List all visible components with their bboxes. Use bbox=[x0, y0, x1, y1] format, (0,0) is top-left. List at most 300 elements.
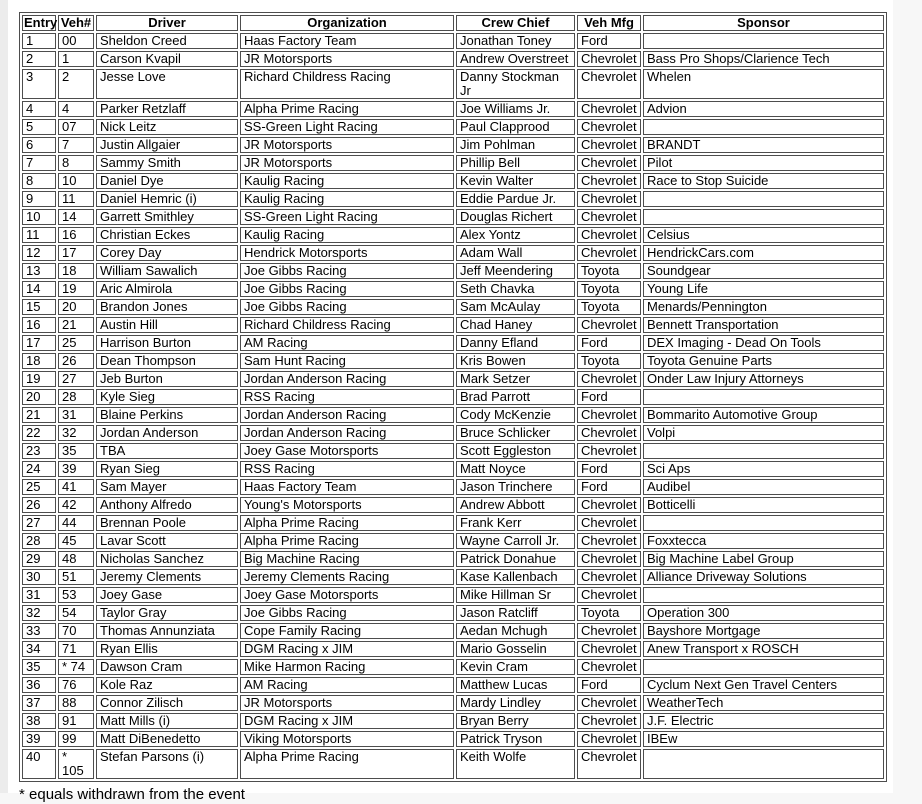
cell-entry: 28 bbox=[22, 533, 56, 549]
column-header-veh: Veh# bbox=[58, 15, 94, 31]
cell-org: SS-Green Light Racing bbox=[240, 119, 454, 135]
cell-driver: Sammy Smith bbox=[96, 155, 238, 171]
cell-sponsor bbox=[643, 119, 884, 135]
cell-entry: 21 bbox=[22, 407, 56, 423]
cell-entry: 39 bbox=[22, 731, 56, 747]
cell-veh: 18 bbox=[58, 263, 94, 279]
cell-driver: Connor Zilisch bbox=[96, 695, 238, 711]
cell-crew: Matt Noyce bbox=[456, 461, 575, 477]
content-area bbox=[8, 0, 893, 803]
cell-driver: Austin Hill bbox=[96, 317, 238, 333]
cell-veh: 32 bbox=[58, 425, 94, 441]
cell-crew: Paul Clapprood bbox=[456, 119, 575, 135]
table-row bbox=[22, 227, 884, 243]
cell-crew: Alex Yontz bbox=[456, 227, 575, 243]
cell-driver: Sheldon Creed bbox=[96, 33, 238, 49]
cell-crew: Kevin Walter bbox=[456, 173, 575, 189]
cell-sponsor: Pilot bbox=[643, 155, 884, 171]
cell-crew: Mario Gosselin bbox=[456, 641, 575, 657]
cell-veh: 41 bbox=[58, 479, 94, 495]
table-row bbox=[22, 33, 884, 49]
table-row bbox=[22, 731, 884, 747]
cell-veh: 53 bbox=[58, 587, 94, 603]
table-body bbox=[22, 33, 884, 779]
cell-crew: Wayne Carroll Jr. bbox=[456, 533, 575, 549]
column-header-crew: Crew Chief bbox=[456, 15, 575, 31]
cell-crew: Mike Hillman Sr bbox=[456, 587, 575, 603]
cell-sponsor: Bayshore Mortgage bbox=[643, 623, 884, 639]
cell-entry: 7 bbox=[22, 155, 56, 171]
cell-mfg: Toyota bbox=[577, 299, 641, 315]
cell-org: Jordan Anderson Racing bbox=[240, 425, 454, 441]
cell-veh: 25 bbox=[58, 335, 94, 351]
cell-mfg: Chevrolet bbox=[577, 497, 641, 513]
cell-mfg: Chevrolet bbox=[577, 515, 641, 531]
cell-org: AM Racing bbox=[240, 677, 454, 693]
header-row bbox=[22, 15, 884, 31]
cell-entry: 16 bbox=[22, 317, 56, 333]
cell-entry: 33 bbox=[22, 623, 56, 639]
cell-veh: 70 bbox=[58, 623, 94, 639]
cell-entry: 18 bbox=[22, 353, 56, 369]
cell-entry: 2 bbox=[22, 51, 56, 67]
cell-driver: William Sawalich bbox=[96, 263, 238, 279]
cell-mfg: Chevrolet bbox=[577, 587, 641, 603]
cell-crew: Mardy Lindley bbox=[456, 695, 575, 711]
table-row bbox=[22, 479, 884, 495]
table-row bbox=[22, 533, 884, 549]
cell-entry: 40 bbox=[22, 749, 56, 779]
cell-sponsor: Celsius bbox=[643, 227, 884, 243]
cell-entry: 29 bbox=[22, 551, 56, 567]
table-row bbox=[22, 551, 884, 567]
cell-crew: Bryan Berry bbox=[456, 713, 575, 729]
cell-entry: 14 bbox=[22, 281, 56, 297]
table-row bbox=[22, 299, 884, 315]
cell-veh: 11 bbox=[58, 191, 94, 207]
cell-veh: 16 bbox=[58, 227, 94, 243]
cell-org: Mike Harmon Racing bbox=[240, 659, 454, 675]
cell-entry: 24 bbox=[22, 461, 56, 477]
cell-org: Joey Gase Motorsports bbox=[240, 587, 454, 603]
cell-org: Hendrick Motorsports bbox=[240, 245, 454, 261]
cell-org: Sam Hunt Racing bbox=[240, 353, 454, 369]
cell-sponsor: HendrickCars.com bbox=[643, 245, 884, 261]
cell-org: Joey Gase Motorsports bbox=[240, 443, 454, 459]
cell-veh: 26 bbox=[58, 353, 94, 369]
cell-mfg: Chevrolet bbox=[577, 317, 641, 333]
cell-sponsor bbox=[643, 443, 884, 459]
table-row bbox=[22, 461, 884, 477]
table-row bbox=[22, 51, 884, 67]
cell-veh: 21 bbox=[58, 317, 94, 333]
cell-mfg: Chevrolet bbox=[577, 371, 641, 387]
cell-entry: 36 bbox=[22, 677, 56, 693]
cell-driver: TBA bbox=[96, 443, 238, 459]
cell-veh: 4 bbox=[58, 101, 94, 117]
cell-org: DGM Racing x JIM bbox=[240, 641, 454, 657]
cell-entry: 35 bbox=[22, 659, 56, 675]
cell-crew: Mark Setzer bbox=[456, 371, 575, 387]
cell-sponsor: Alliance Driveway Solutions bbox=[643, 569, 884, 585]
cell-sponsor: Sci Aps bbox=[643, 461, 884, 477]
cell-entry: 6 bbox=[22, 137, 56, 153]
cell-sponsor: Bennett Transportation bbox=[643, 317, 884, 333]
cell-driver: Daniel Hemric (i) bbox=[96, 191, 238, 207]
cell-driver: Matt Mills (i) bbox=[96, 713, 238, 729]
cell-crew: Jonathan Toney bbox=[456, 33, 575, 49]
cell-sponsor: Botticelli bbox=[643, 497, 884, 513]
cell-entry: 1 bbox=[22, 33, 56, 49]
cell-sponsor: J.F. Electric bbox=[643, 713, 884, 729]
cell-sponsor: Anew Transport x ROSCH bbox=[643, 641, 884, 657]
table-row bbox=[22, 335, 884, 351]
cell-veh: 17 bbox=[58, 245, 94, 261]
cell-driver: Garrett Smithley bbox=[96, 209, 238, 225]
left-gutter bbox=[0, 0, 8, 793]
cell-org: Joe Gibbs Racing bbox=[240, 605, 454, 621]
cell-crew: Aedan Mchugh bbox=[456, 623, 575, 639]
cell-driver: Dean Thompson bbox=[96, 353, 238, 369]
cell-driver: Daniel Dye bbox=[96, 173, 238, 189]
cell-veh: 35 bbox=[58, 443, 94, 459]
cell-veh: 88 bbox=[58, 695, 94, 711]
cell-org: JR Motorsports bbox=[240, 51, 454, 67]
cell-mfg: Chevrolet bbox=[577, 51, 641, 67]
table-row bbox=[22, 119, 884, 135]
cell-crew: Patrick Donahue bbox=[456, 551, 575, 567]
cell-entry: 17 bbox=[22, 335, 56, 351]
column-header-mfg: Veh Mfg bbox=[577, 15, 641, 31]
cell-crew: Andrew Overstreet bbox=[456, 51, 575, 67]
cell-entry: 38 bbox=[22, 713, 56, 729]
cell-entry: 31 bbox=[22, 587, 56, 603]
cell-crew: Kase Kallenbach bbox=[456, 569, 575, 585]
cell-driver: Jesse Love bbox=[96, 69, 238, 99]
cell-entry: 23 bbox=[22, 443, 56, 459]
cell-mfg: Ford bbox=[577, 677, 641, 693]
table-row bbox=[22, 515, 884, 531]
cell-veh: 31 bbox=[58, 407, 94, 423]
cell-org: Alpha Prime Racing bbox=[240, 515, 454, 531]
cell-entry: 19 bbox=[22, 371, 56, 387]
cell-mfg: Chevrolet bbox=[577, 749, 641, 779]
cell-crew: Joe Williams Jr. bbox=[456, 101, 575, 117]
cell-crew: Kevin Cram bbox=[456, 659, 575, 675]
column-header-entry: Entry bbox=[24, 15, 58, 30]
cell-mfg: Chevrolet bbox=[577, 245, 641, 261]
cell-driver: Dawson Cram bbox=[96, 659, 238, 675]
cell-mfg: Chevrolet bbox=[577, 551, 641, 567]
table-row bbox=[22, 569, 884, 585]
cell-crew: Patrick Tryson bbox=[456, 731, 575, 747]
cell-org: RSS Racing bbox=[240, 389, 454, 405]
cell-driver: Blaine Perkins bbox=[96, 407, 238, 423]
cell-sponsor: Volpi bbox=[643, 425, 884, 441]
table-row bbox=[22, 155, 884, 171]
cell-mfg: Chevrolet bbox=[577, 695, 641, 711]
cell-driver: Brennan Poole bbox=[96, 515, 238, 531]
table-row bbox=[22, 443, 884, 459]
cell-org: Joe Gibbs Racing bbox=[240, 299, 454, 315]
cell-crew: Jason Ratcliff bbox=[456, 605, 575, 621]
cell-entry: 32 bbox=[22, 605, 56, 621]
cell-org: Kaulig Racing bbox=[240, 191, 454, 207]
cell-org: JR Motorsports bbox=[240, 695, 454, 711]
cell-driver: Nicholas Sanchez bbox=[96, 551, 238, 567]
cell-sponsor: Onder Law Injury Attorneys bbox=[643, 371, 884, 387]
cell-org: Richard Childress Racing bbox=[240, 317, 454, 333]
cell-veh: 07 bbox=[58, 119, 94, 135]
cell-org: Alpha Prime Racing bbox=[240, 749, 454, 779]
cell-veh: 7 bbox=[58, 137, 94, 153]
cell-driver: Jordan Anderson bbox=[96, 425, 238, 441]
cell-mfg: Chevrolet bbox=[577, 209, 641, 225]
cell-veh: 8 bbox=[58, 155, 94, 171]
cell-mfg: Chevrolet bbox=[577, 641, 641, 657]
cell-mfg: Ford bbox=[577, 33, 641, 49]
table-row bbox=[22, 69, 884, 99]
cell-mfg: Chevrolet bbox=[577, 119, 641, 135]
cell-org: RSS Racing bbox=[240, 461, 454, 477]
cell-sponsor: Young Life bbox=[643, 281, 884, 297]
cell-sponsor: Audibel bbox=[643, 479, 884, 495]
cell-veh: 44 bbox=[58, 515, 94, 531]
table-row bbox=[22, 191, 884, 207]
cell-crew: Adam Wall bbox=[456, 245, 575, 261]
cell-entry: 12 bbox=[22, 245, 56, 261]
cell-entry: 30 bbox=[22, 569, 56, 585]
cell-driver: Justin Allgaier bbox=[96, 137, 238, 153]
table-row bbox=[22, 623, 884, 639]
cell-mfg: Chevrolet bbox=[577, 443, 641, 459]
cell-driver: Parker Retzlaff bbox=[96, 101, 238, 117]
cell-sponsor: Bommarito Automotive Group bbox=[643, 407, 884, 423]
cell-crew: Matthew Lucas bbox=[456, 677, 575, 693]
cell-veh: 28 bbox=[58, 389, 94, 405]
cell-sponsor bbox=[643, 389, 884, 405]
table-row bbox=[22, 587, 884, 603]
cell-driver: Matt DiBenedetto bbox=[96, 731, 238, 747]
cell-entry: 11 bbox=[22, 227, 56, 243]
cell-veh: 54 bbox=[58, 605, 94, 621]
cell-driver: Kyle Sieg bbox=[96, 389, 238, 405]
cell-entry: 22 bbox=[22, 425, 56, 441]
cell-mfg: Ford bbox=[577, 479, 641, 495]
cell-crew: Sam McAulay bbox=[456, 299, 575, 315]
cell-driver: Anthony Alfredo bbox=[96, 497, 238, 513]
cell-driver: Nick Leitz bbox=[96, 119, 238, 135]
cell-sponsor: IBEw bbox=[643, 731, 884, 747]
cell-sponsor: Soundgear bbox=[643, 263, 884, 279]
cell-org: Cope Family Racing bbox=[240, 623, 454, 639]
cell-driver: Christian Eckes bbox=[96, 227, 238, 243]
cell-org: Haas Factory Team bbox=[240, 479, 454, 495]
cell-crew: Frank Kerr bbox=[456, 515, 575, 531]
cell-entry: 8 bbox=[22, 173, 56, 189]
cell-org: Kaulig Racing bbox=[240, 173, 454, 189]
cell-org: Richard Childress Racing bbox=[240, 69, 454, 99]
footnote: * equals withdrawn from the event bbox=[19, 786, 245, 803]
cell-sponsor: DEX Imaging - Dead On Tools bbox=[643, 335, 884, 351]
cell-driver: Taylor Gray bbox=[96, 605, 238, 621]
cell-driver: Sam Mayer bbox=[96, 479, 238, 495]
cell-driver: Harrison Burton bbox=[96, 335, 238, 351]
cell-org: AM Racing bbox=[240, 335, 454, 351]
cell-org: DGM Racing x JIM bbox=[240, 713, 454, 729]
cell-crew: Jim Pohlman bbox=[456, 137, 575, 153]
cell-mfg: Chevrolet bbox=[577, 713, 641, 729]
cell-driver: Kole Raz bbox=[96, 677, 238, 693]
cell-driver: Jeremy Clements bbox=[96, 569, 238, 585]
table-row bbox=[22, 263, 884, 279]
cell-org: Jeremy Clements Racing bbox=[240, 569, 454, 585]
table-row bbox=[22, 407, 884, 423]
table-row bbox=[22, 389, 884, 405]
cell-veh: 39 bbox=[58, 461, 94, 477]
cell-veh: 19 bbox=[58, 281, 94, 297]
cell-mfg: Chevrolet bbox=[577, 155, 641, 171]
cell-entry: 37 bbox=[22, 695, 56, 711]
cell-veh: 2 bbox=[58, 69, 94, 99]
cell-driver: Corey Day bbox=[96, 245, 238, 261]
cell-crew: Kris Bowen bbox=[456, 353, 575, 369]
cell-crew: Keith Wolfe bbox=[456, 749, 575, 779]
cell-veh: * 74 bbox=[58, 659, 94, 675]
cell-sponsor: Menards/Pennington bbox=[643, 299, 884, 315]
cell-sponsor bbox=[643, 33, 884, 49]
column-header-org: Organization bbox=[240, 15, 454, 31]
cell-sponsor bbox=[643, 191, 884, 207]
cell-sponsor: BRANDT bbox=[643, 137, 884, 153]
cell-crew: Phillip Bell bbox=[456, 155, 575, 171]
cell-crew: Douglas Richert bbox=[456, 209, 575, 225]
cell-crew: Eddie Pardue Jr. bbox=[456, 191, 575, 207]
cell-mfg: Chevrolet bbox=[577, 407, 641, 423]
cell-mfg: Chevrolet bbox=[577, 533, 641, 549]
cell-org: Viking Motorsports bbox=[240, 731, 454, 747]
cell-sponsor: Foxxtecca bbox=[643, 533, 884, 549]
cell-sponsor: Whelen bbox=[643, 69, 884, 99]
cell-org: Jordan Anderson Racing bbox=[240, 371, 454, 387]
table-row bbox=[22, 371, 884, 387]
table-row bbox=[22, 317, 884, 333]
cell-crew: Chad Haney bbox=[456, 317, 575, 333]
cell-driver: Jeb Burton bbox=[96, 371, 238, 387]
cell-crew: Brad Parrott bbox=[456, 389, 575, 405]
column-header-driver: Driver bbox=[96, 15, 238, 31]
cell-mfg: Toyota bbox=[577, 605, 641, 621]
cell-veh: 27 bbox=[58, 371, 94, 387]
cell-veh: 71 bbox=[58, 641, 94, 657]
table-row bbox=[22, 497, 884, 513]
cell-mfg: Chevrolet bbox=[577, 101, 641, 117]
cell-crew: Bruce Schlicker bbox=[456, 425, 575, 441]
cell-sponsor: Operation 300 bbox=[643, 605, 884, 621]
cell-crew: Danny Stockman Jr bbox=[456, 69, 575, 99]
cell-veh: 48 bbox=[58, 551, 94, 567]
cell-veh: * 105 bbox=[58, 749, 94, 779]
cell-sponsor: Advion bbox=[643, 101, 884, 117]
cell-mfg: Toyota bbox=[577, 281, 641, 297]
cell-driver: Stefan Parsons (i) bbox=[96, 749, 238, 779]
cell-sponsor: Race to Stop Suicide bbox=[643, 173, 884, 189]
cell-crew: Danny Efland bbox=[456, 335, 575, 351]
cell-veh: 20 bbox=[58, 299, 94, 315]
cell-driver: Carson Kvapil bbox=[96, 51, 238, 67]
cell-driver: Ryan Ellis bbox=[96, 641, 238, 657]
cell-org: JR Motorsports bbox=[240, 155, 454, 171]
table-row bbox=[22, 641, 884, 657]
table-row bbox=[22, 353, 884, 369]
cell-crew: Andrew Abbott bbox=[456, 497, 575, 513]
cell-org: Haas Factory Team bbox=[240, 33, 454, 49]
cell-driver: Lavar Scott bbox=[96, 533, 238, 549]
table-row bbox=[22, 281, 884, 297]
cell-org: Big Machine Racing bbox=[240, 551, 454, 567]
cell-mfg: Chevrolet bbox=[577, 227, 641, 243]
table-row bbox=[22, 749, 884, 779]
cell-org: SS-Green Light Racing bbox=[240, 209, 454, 225]
table-row bbox=[22, 245, 884, 261]
cell-entry: 34 bbox=[22, 641, 56, 657]
cell-crew: Jason Trinchere bbox=[456, 479, 575, 495]
cell-veh: 42 bbox=[58, 497, 94, 513]
cell-mfg: Ford bbox=[577, 461, 641, 477]
table-row bbox=[22, 713, 884, 729]
cell-sponsor: Bass Pro Shops/Clarience Tech bbox=[643, 51, 884, 67]
cell-entry: 15 bbox=[22, 299, 56, 315]
cell-entry: 5 bbox=[22, 119, 56, 135]
cell-crew: Scott Eggleston bbox=[456, 443, 575, 459]
cell-driver: Brandon Jones bbox=[96, 299, 238, 315]
cell-mfg: Chevrolet bbox=[577, 659, 641, 675]
cell-mfg: Chevrolet bbox=[577, 569, 641, 585]
table-row bbox=[22, 173, 884, 189]
cell-entry: 10 bbox=[22, 209, 56, 225]
cell-veh: 10 bbox=[58, 173, 94, 189]
cell-mfg: Chevrolet bbox=[577, 173, 641, 189]
cell-mfg: Chevrolet bbox=[577, 731, 641, 747]
cell-veh: 99 bbox=[58, 731, 94, 747]
cell-entry: 3 bbox=[22, 69, 56, 99]
cell-driver: Thomas Annunziata bbox=[96, 623, 238, 639]
cell-mfg: Ford bbox=[577, 389, 641, 405]
cell-entry: 25 bbox=[22, 479, 56, 495]
cell-veh: 76 bbox=[58, 677, 94, 693]
table-row bbox=[22, 677, 884, 693]
cell-sponsor bbox=[643, 515, 884, 531]
cell-org: Young's Motorsports bbox=[240, 497, 454, 513]
cell-entry: 4 bbox=[22, 101, 56, 117]
cell-org: Alpha Prime Racing bbox=[240, 533, 454, 549]
cell-mfg: Chevrolet bbox=[577, 425, 641, 441]
cell-mfg: Chevrolet bbox=[577, 137, 641, 153]
cell-sponsor: Cyclum Next Gen Travel Centers bbox=[643, 677, 884, 693]
entry-list-table bbox=[19, 12, 887, 782]
cell-org: JR Motorsports bbox=[240, 137, 454, 153]
cell-mfg: Toyota bbox=[577, 263, 641, 279]
table-row bbox=[22, 101, 884, 117]
table-row bbox=[22, 659, 884, 675]
cell-sponsor: WeatherTech bbox=[643, 695, 884, 711]
table-row bbox=[22, 137, 884, 153]
cell-crew: Cody McKenzie bbox=[456, 407, 575, 423]
cell-org: Kaulig Racing bbox=[240, 227, 454, 243]
cell-veh: 45 bbox=[58, 533, 94, 549]
cell-veh: 51 bbox=[58, 569, 94, 585]
cell-org: Joe Gibbs Racing bbox=[240, 263, 454, 279]
